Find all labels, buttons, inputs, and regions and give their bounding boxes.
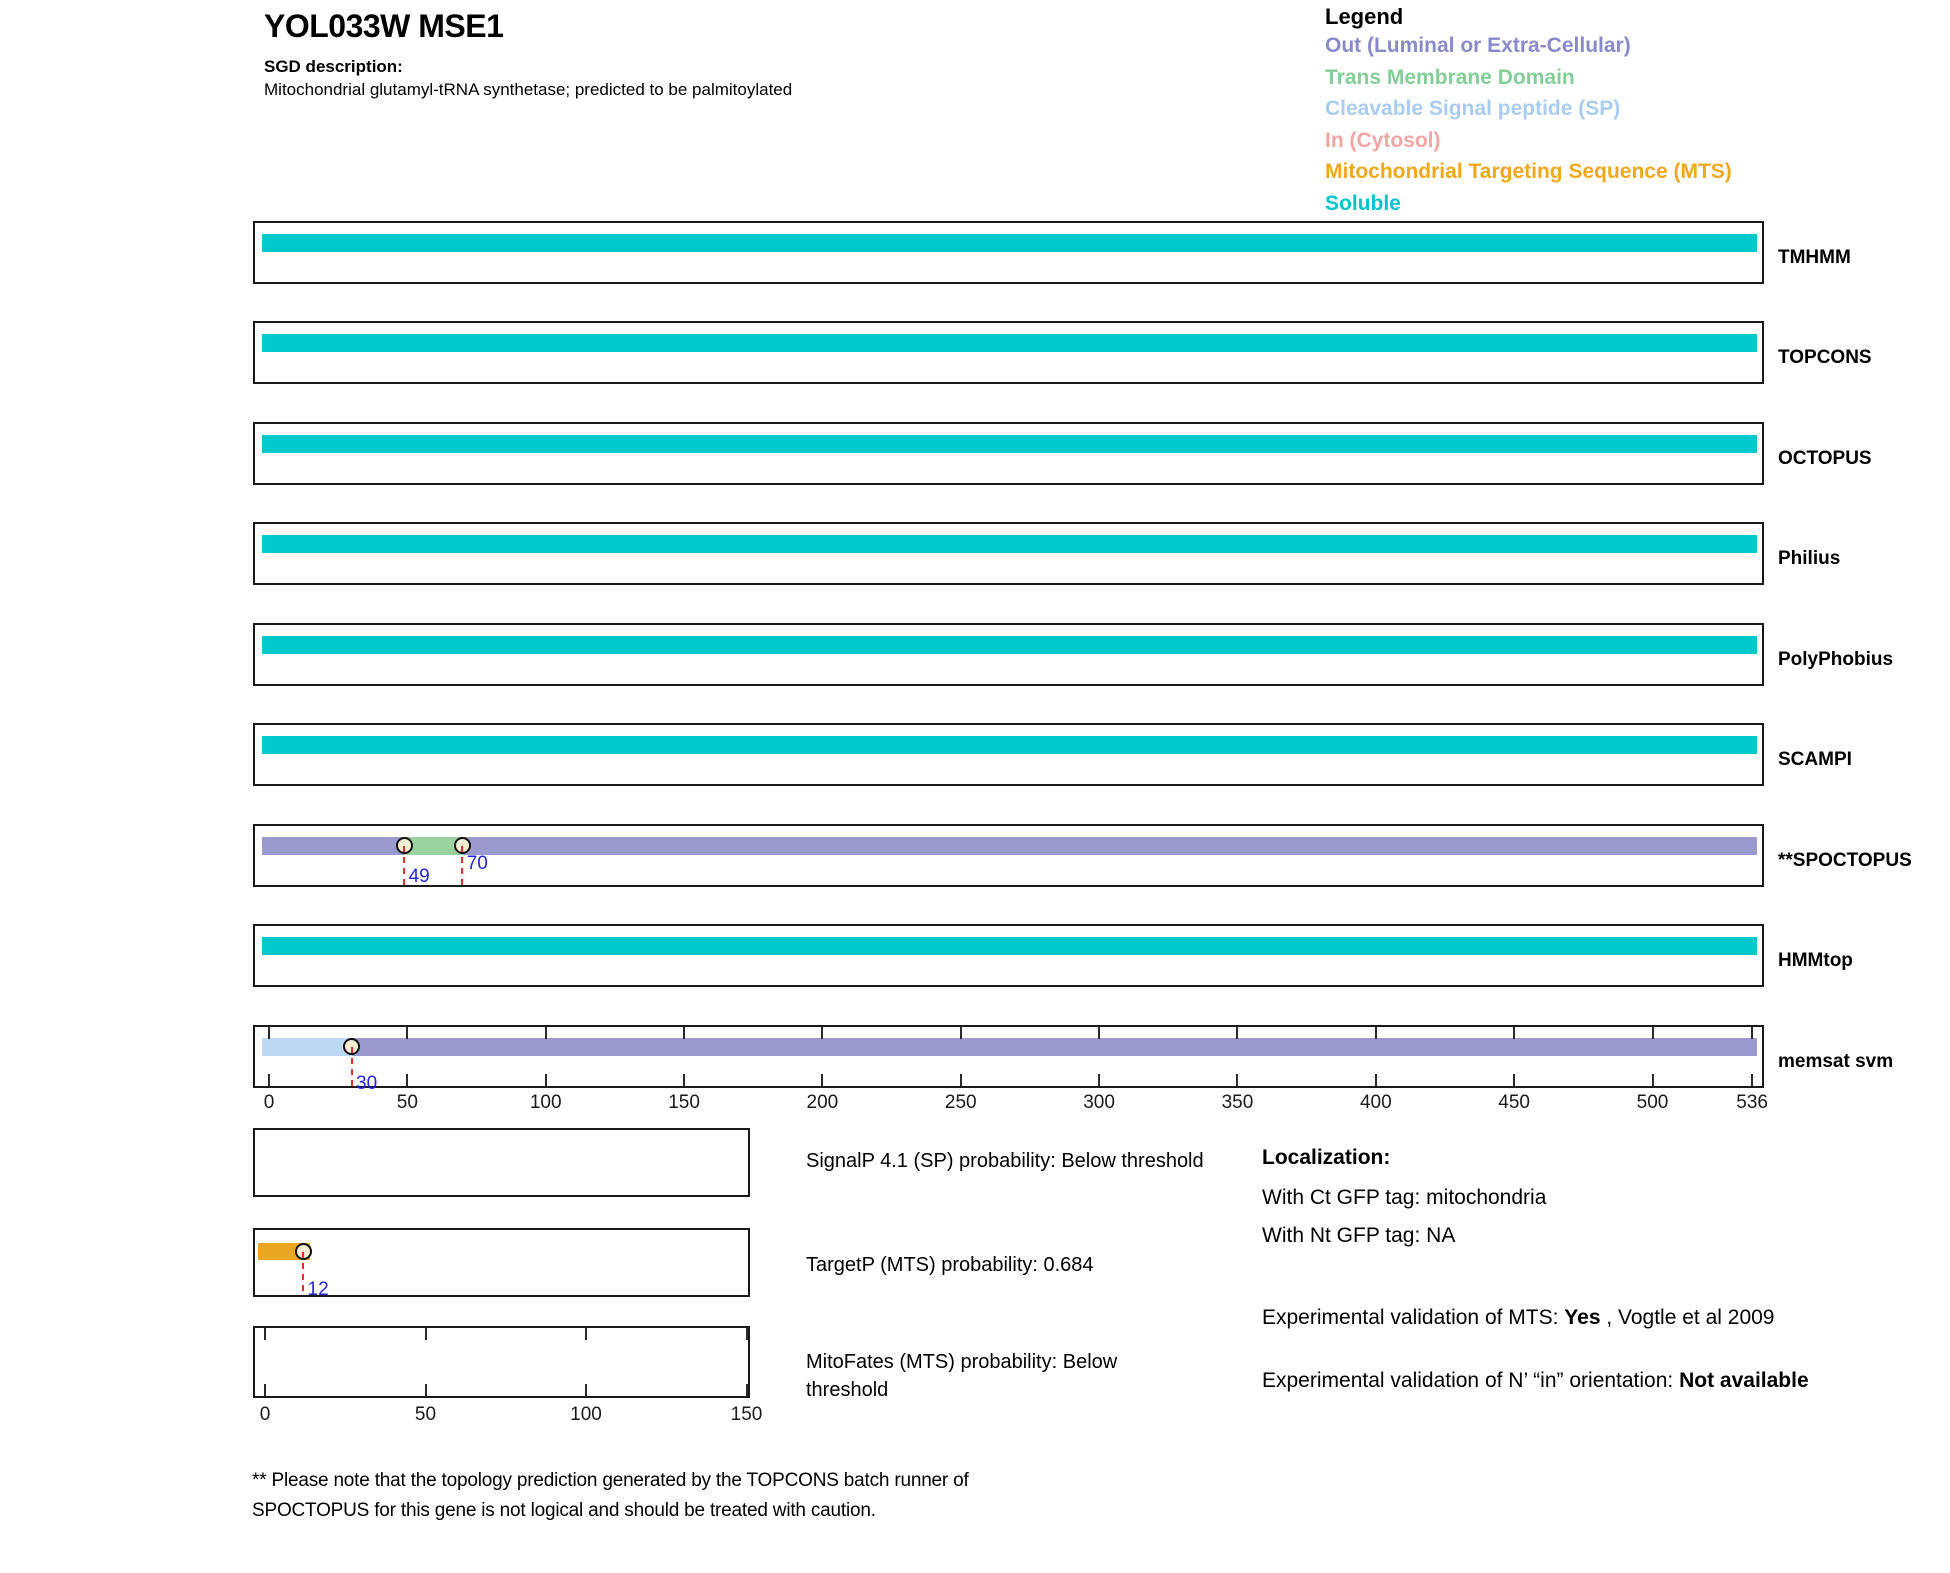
axis-tick-label: 0 [263,1092,275,1113]
track-box-philius [253,522,1764,585]
legend-item-soluble: Soluble [1325,191,1401,215]
panel-box-mitofates [253,1326,750,1398]
orientation-validation-prefix: Experimental validation of N’ “in” orientation: [1262,1369,1680,1392]
track-label-octopus: OCTOPUS [1778,448,1872,469]
footnote-line-2: SPOCTOPUS for this gene is not logical and should be treated with caution. [252,1500,876,1521]
sgd-description-label: SGD description: [264,57,403,76]
legend-title: Legend [1325,4,1404,29]
panel-axis-tick-label: 50 [414,1404,437,1425]
ruler-tick-bottom [1751,1074,1753,1086]
topology-segment-soluble [262,334,1757,352]
track-label-hmmtop: HMMtop [1778,950,1853,971]
ruler-tick-top [1375,1027,1377,1039]
marker-value-label: 49 [408,866,430,887]
axis-tick-label: 100 [529,1092,562,1113]
legend-item-out: Out (Luminal or Extra-Cellular) [1325,34,1631,57]
nt-gfp-localization: With Nt GFP tag: NA [1262,1224,1456,1247]
ruler-tick-top [545,1027,547,1039]
ruler-tick-top [406,1027,408,1039]
axis-tick-label: 350 [1221,1092,1254,1113]
cleavage-marker-line [461,846,463,885]
mts-validation-prefix: Experimental validation of MTS: [1262,1306,1565,1329]
track-label-tmhmm: TMHMM [1778,247,1851,268]
ruler-tick-top [1751,1027,1753,1039]
panel-ruler-tick-top [585,1328,587,1340]
axis-tick-label: 400 [1359,1092,1392,1113]
page-title: YOL033W MSE1 [264,8,504,44]
ruler-tick-top [1236,1027,1238,1039]
axis-tick-label: 500 [1636,1092,1669,1113]
panel-box-targetp [253,1228,750,1300]
panel-ruler-tick-top [746,1328,748,1340]
panel-ruler-tick-bottom [746,1384,748,1396]
sgd-description-text: Mitochondrial glutamyl-tRNA synthetase; predicted to be palmitoylated [264,80,793,99]
track-box-tmhmm [253,221,1764,284]
track-box-scampi [253,723,1764,786]
panel-ruler-tick-bottom [585,1384,587,1396]
track-box-topcons [253,321,1764,384]
axis-tick-label: 50 [396,1092,418,1113]
mitofates-label: MitoFates (MTS) probability: Below threshold [806,1351,1118,1401]
topology-segment-soluble [262,636,1757,654]
topology-segment-out [352,1038,1757,1056]
track-box-polyphobius [253,623,1764,686]
axis-tick-label: 300 [1083,1092,1115,1113]
panel-axis-tick-label: 150 [730,1404,763,1425]
ruler-tick-bottom [1098,1074,1100,1086]
ruler-tick-top [1513,1027,1515,1039]
panel-box-signalp [253,1128,750,1197]
panel-ruler-tick-bottom [425,1384,427,1396]
mts-validation-line [1262,1306,1774,1330]
legend [1325,4,1732,220]
track-label-philius: Philius [1778,548,1841,569]
cleavage-marker-line [351,1047,353,1086]
ruler-tick-bottom [406,1074,408,1086]
ruler-tick-bottom [1513,1074,1515,1086]
ruler-tick-bottom [1375,1074,1377,1086]
panel-axis-tick-label: 0 [259,1404,271,1425]
topology-segment-sp [262,1038,352,1056]
axis-tick-label: 250 [944,1092,977,1113]
panel-ruler-tick-top [425,1328,427,1340]
legend-item-tmd: Trans Membrane Domain [1325,65,1575,89]
ruler-tick-bottom [268,1074,270,1086]
ruler-tick-top [960,1027,962,1039]
topology-segment-soluble [262,736,1757,754]
cleavage-marker-line [403,846,405,885]
track-label-topcons: TOPCONS [1778,347,1872,368]
ruler-tick-bottom [960,1074,962,1086]
ruler-tick-top [1652,1027,1654,1039]
ruler-tick-bottom [1236,1074,1238,1086]
ruler-tick-bottom [683,1074,685,1086]
topology-segment-out [463,837,1757,855]
panel-axis-tick-label: 100 [570,1404,602,1425]
legend-items [1325,30,1732,220]
mts-validation-reference: , Vogtle et al 2009 [1600,1306,1775,1329]
track-box-memsat-svm [253,1025,1764,1094]
axis-tick-label: 536 [1736,1092,1768,1113]
panel-ruler-tick-bottom [264,1384,266,1396]
marker-value-label: 30 [356,1073,378,1094]
ruler-tick-top [821,1027,823,1039]
signalp-label: SignalP 4.1 (SP) probability: Below threshold [806,1150,1204,1172]
localization-title: Localization: [1262,1146,1391,1169]
topology-segment-soluble [262,234,1757,252]
orientation-validation-result: Not available [1679,1369,1809,1392]
legend-item-mts: Mitochondrial Targeting Sequence (MTS) [1325,160,1732,184]
spoctopus-footnote [252,1466,969,1526]
panel-ruler-tick-top [264,1328,266,1340]
mts-validation-result: Yes [1564,1306,1601,1329]
ruler-tick-top [268,1027,270,1039]
topology-segment-soluble [262,435,1757,453]
topology-segment-out [262,837,405,855]
ruler-tick-bottom [1652,1074,1654,1086]
ruler-tick-top [1098,1027,1100,1039]
orientation-validation-line [1262,1364,1822,1398]
topology-segment-soluble [262,535,1757,553]
footnote-line-1: ** Please note that the topology prediction generated by the TOPCONS batch runner of [252,1470,969,1491]
track-label-polyphobius: PolyPhobius [1778,649,1894,670]
track-label--spoctopus: **SPOCTOPUS [1778,850,1912,871]
topology-segment-soluble [262,937,1757,955]
ruler-tick-bottom [545,1074,547,1086]
track-box--spoctopus [253,824,1764,887]
cleavage-marker-line [302,1252,304,1292]
targetp-label: TargetP (MTS) probability: 0.684 [806,1254,1094,1276]
legend-item-sp: Cleavable Signal peptide (SP) [1325,97,1621,121]
track-box-octopus [253,422,1764,485]
axis-tick-label: 150 [668,1092,700,1113]
marker-value-label: 70 [466,853,488,874]
ruler-tick-bottom [821,1074,823,1086]
track-box-hmmtop [253,924,1764,987]
axis-tick-label: 200 [806,1092,839,1113]
ruler-tick-top [683,1027,685,1039]
axis-tick-label: 450 [1498,1092,1530,1113]
marker-value-label: 12 [307,1279,329,1300]
track-label-scampi: SCAMPI [1778,749,1852,770]
legend-item-in: In (Cytosol) [1325,128,1441,152]
ct-gfp-localization: With Ct GFP tag: mitochondria [1262,1186,1547,1209]
track-label-memsat-svm: memsat svm [1778,1051,1894,1072]
